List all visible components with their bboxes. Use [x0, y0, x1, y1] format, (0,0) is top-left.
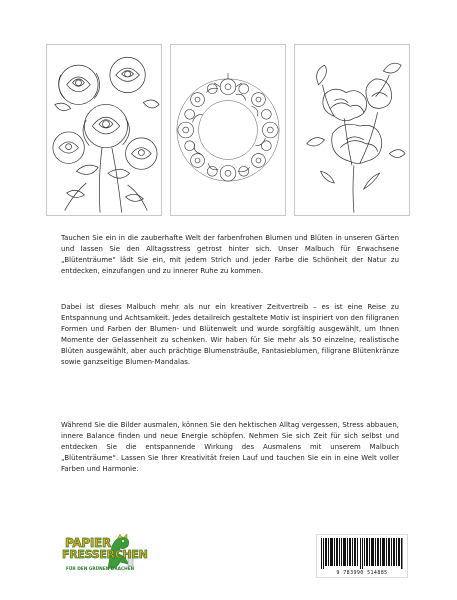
flower-wreath-coloring-page-icon [170, 44, 286, 216]
isbn-number: 9 783990 514885 [336, 570, 388, 576]
isbn-barcode [316, 534, 408, 578]
roses-coloring-page-icon [46, 44, 162, 216]
logo-line-1: PAPIER [65, 536, 111, 550]
logo-line-2: FRESSERCHEN [62, 548, 148, 561]
logo-tagline: FÜR DEN GRÜNEN DRACHEN [66, 567, 135, 572]
paragraph-text: Dabei ist dieses Malbuch mehr als nur ein kreativer Zeitvertreib – es ist eine Reise zu Entspannung und Achtsamkeit. Jedes detailreich gestaltete Motiv ist inspiriert von den filigranen Formen und Farben der Blumen- und Blütenwelt und wurde sorgfältig ausgewählt, um Ihnen Momente der Gelassenheit zu schenken. Wir haben für Sie mehr als 50 einzelne, realistische Blüten ausgewählt, aber auch prächtige Blumensträuße, Fantasieblumen, filigrane Blütenkränze sowie ganzseitige Blumen-Mandalas. [61, 303, 399, 367]
description-paragraph-1 [61, 233, 399, 277]
description-paragraph-2 [61, 302, 399, 369]
description-paragraph-3 [61, 420, 399, 475]
publisher-logo [62, 532, 148, 576]
carnations-coloring-page-icon [294, 44, 410, 216]
barcode-bars [321, 538, 403, 569]
paragraph-text: Tauchen Sie ein in die zauberhafte Welt der farbenfrohen Blumen und Blüten in unseren Gärten und lassen Sie den Alltagsstress getrost hinter sich. Unser Malbuch für Erwachsene „Blütenträume“ lädt Sie ein, mit jedem Strich und jeder Farbe die Schönheit der Natur zu entdecken, einzufangen und zu innerer Ruhe zu kommen. [61, 234, 399, 276]
paragraph-text: Während Sie die Bilder ausmalen, können Sie den hektischen Alltag vergessen, Stress abbauen, innere Balance finden und neue Energie schöpfen. Nehmen Sie sich Zeit für sich selbst und entdecken Sie die entspannende Wirkung des Ausmalens mit unserem Malbuch „Blütenträume“. Lassen Sie Ihrer Kreativität freien Lauf und tauchen Sie ein in eine Welt voller Farben und Harmonie. [61, 421, 399, 474]
coloring-preview-strip [46, 44, 410, 216]
